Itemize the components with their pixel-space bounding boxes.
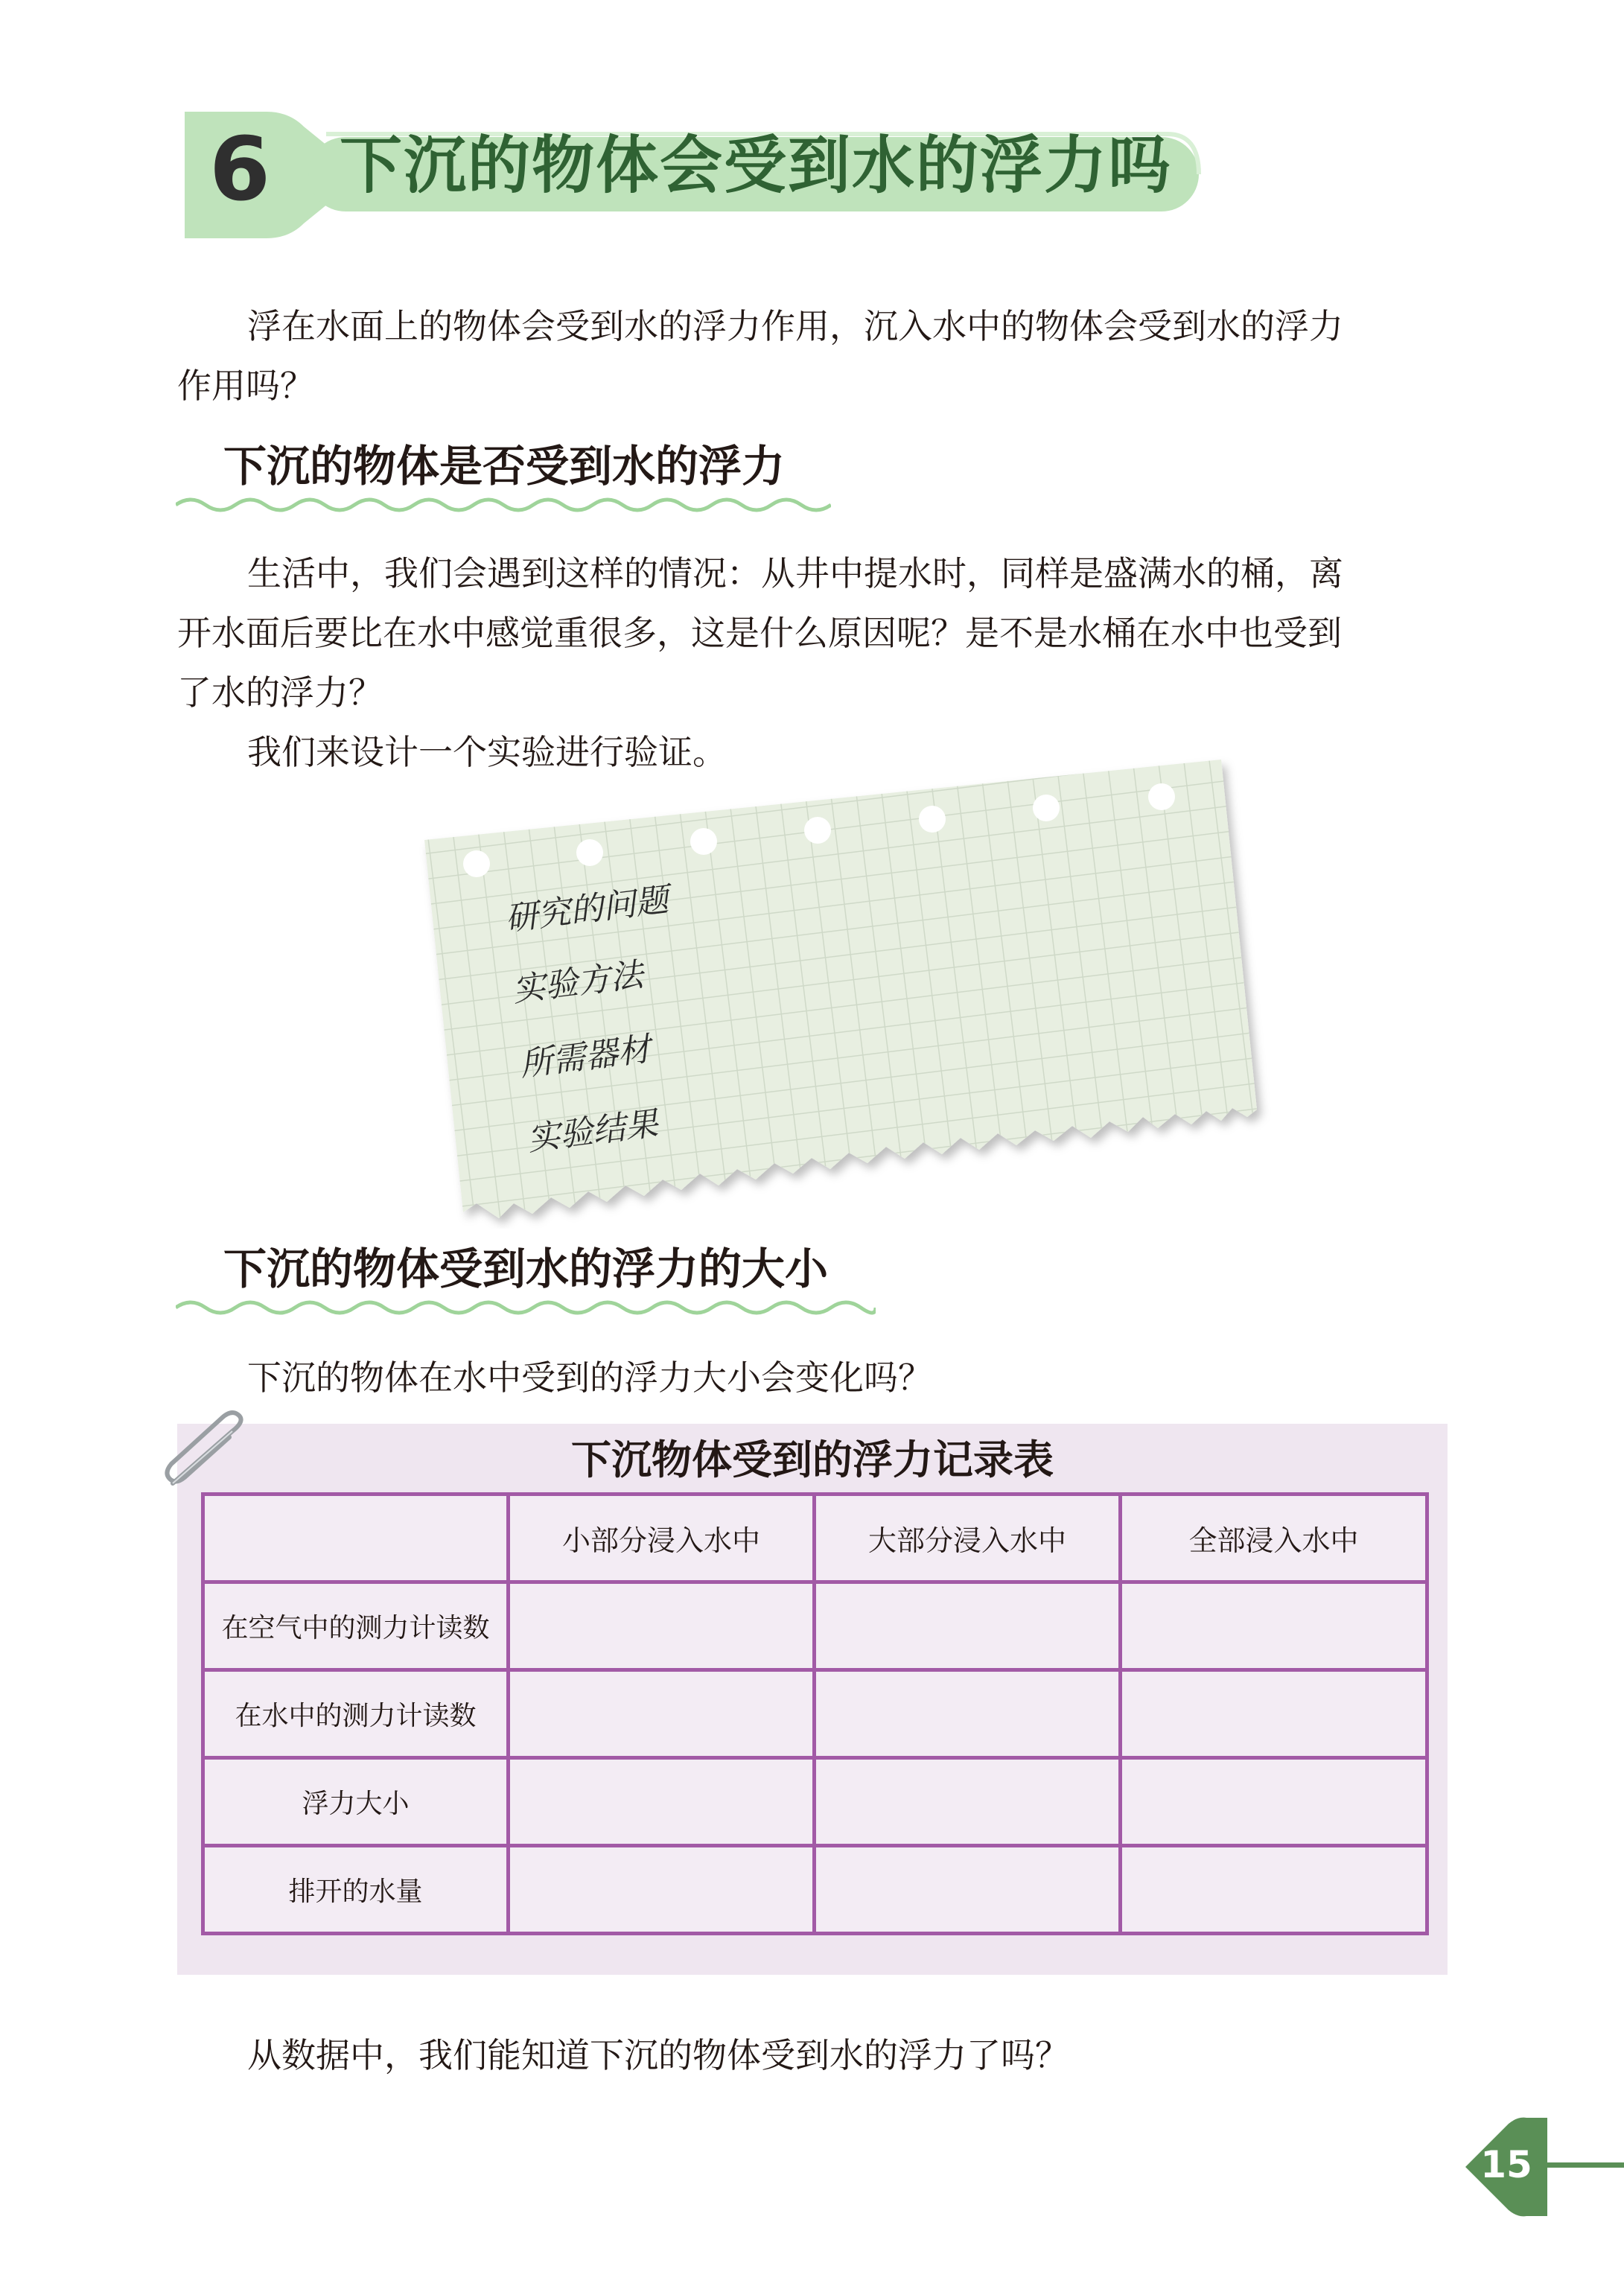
page-number: 15 [1480,2143,1532,2186]
lesson-number: 6 [208,118,271,220]
section1-line-2: 开水面后要比在水中感觉重很多，这是什么原因呢？是不是水桶在水中也受到 [177,613,1342,653]
table-header-fully: 全部浸入水中 [1121,1495,1427,1582]
table-cell [815,1758,1121,1846]
section2-heading: 下沉的物体受到水的浮力的大小 [223,1244,829,1294]
table-cell [815,1846,1121,1934]
table-cell [1121,1670,1427,1758]
note-item-method: 实验方法 [510,955,646,1010]
section1-line-4: 我们来设计一个实验进行验证。 [247,732,727,772]
record-table-title: 下沉物体受到的浮力记录表 [571,1436,1054,1483]
paperclip-icon [158,1409,255,1498]
note-item-results: 实验结果 [525,1104,660,1159]
table-row [203,1582,1427,1670]
table-cell [509,1582,815,1670]
table-header-row [203,1495,1427,1582]
table-cell [509,1846,815,1934]
table-row [203,1846,1427,1934]
record-table-box [177,1424,1448,1975]
table-cell [1121,1758,1427,1846]
section1-line-3: 了水的浮力？ [177,672,383,713]
section1-paragraph [177,544,1448,782]
row-label-air-reading: 在空气中的测力计读数 [203,1582,509,1670]
note-item-materials: 所需器材 [518,1030,653,1084]
lesson-title: 下沉的物体会受到水的浮力吗 [340,129,1173,202]
page-number-tab [1465,2115,1624,2226]
row-label-displaced-water: 排开的水量 [203,1846,509,1934]
table-header-empty [203,1495,509,1582]
section2-question: 下沉的物体在水中受到的浮力大小会变化吗？ [247,1357,932,1398]
row-label-water-reading: 在水中的测力计读数 [203,1670,509,1758]
table-row [203,1758,1427,1846]
table-row [203,1670,1427,1758]
row-label-buoyancy: 浮力大小 [203,1758,509,1846]
table-cell [1121,1846,1427,1934]
section2-wavy-underline [176,1297,876,1318]
intro-paragraph [177,296,1448,416]
lesson-title-banner [177,104,1205,246]
closing-question: 从数据中，我们能知道下沉的物体受到水的浮力了吗？ [247,2035,1069,2075]
section1-wavy-underline [176,494,831,515]
table-cell [1121,1582,1427,1670]
table-cell [815,1670,1121,1758]
record-table [201,1492,1429,1935]
section1-line-1: 生活中，我们会遇到这样的情况：从井中提水时，同样是盛满水的桶，离 [247,553,1343,593]
intro-line-2: 作用吗？ [177,366,314,406]
intro-line-1: 浮在水面上的物体会受到水的浮力作用，沉入水中的物体会受到水的浮力 [247,306,1343,346]
table-header-small-part: 小部分浸入水中 [509,1495,815,1582]
table-cell [509,1670,815,1758]
experiment-note-paper [417,752,1288,1229]
table-header-large-part: 大部分浸入水中 [815,1495,1121,1582]
section1-heading: 下沉的物体是否受到水的浮力 [223,441,786,491]
table-cell [509,1758,815,1846]
table-cell [815,1582,1121,1670]
note-item-question: 研究的问题 [503,880,671,939]
